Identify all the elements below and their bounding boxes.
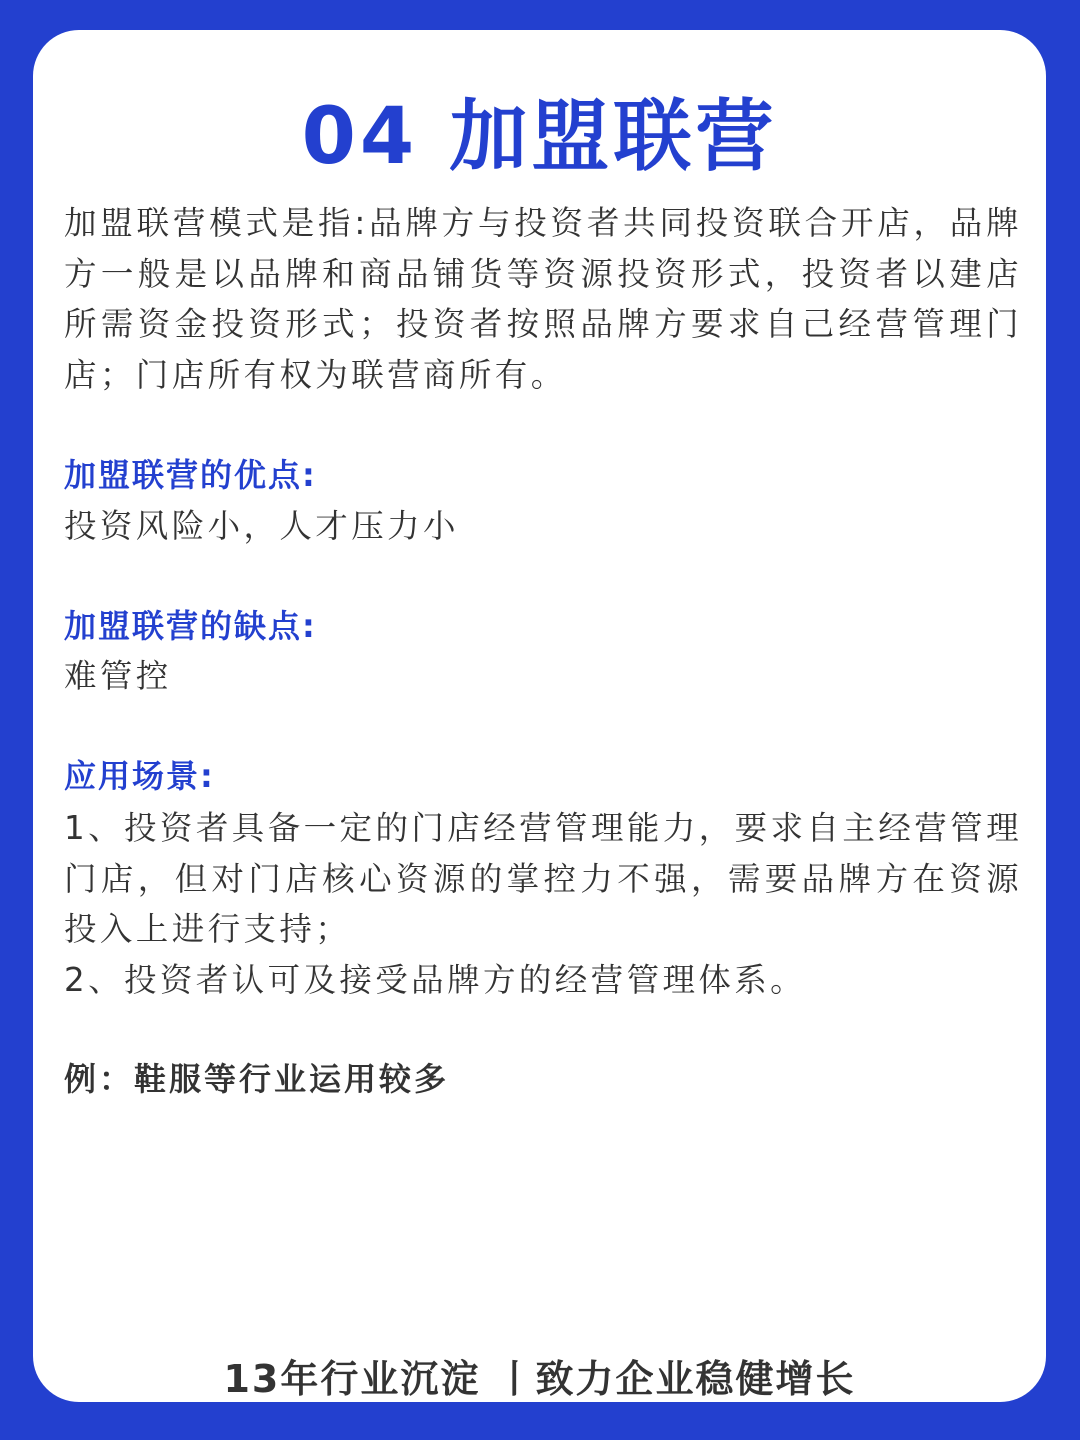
advantages-heading: 加盟联营的优点: <box>64 456 317 494</box>
scenarios-list <box>64 803 1022 1005</box>
page-title: 04 加盟联营 <box>301 92 778 182</box>
disadvantages-heading: 加盟联营的缺点: <box>64 607 317 645</box>
footer-slogan: 13年行业沉淀 丨致力企业稳健增长 <box>223 1357 856 1401</box>
example-text: 例：鞋服等行业运用较多 <box>64 1060 450 1098</box>
list-item: 2、投资者认可及接受品牌方的经营管理体系。 <box>64 960 807 999</box>
scenarios-heading: 应用场景: <box>64 757 215 795</box>
list-item: 1、投资者具备一定的门店经营管理能力，要求自主经营管理门店，但对门店核心资源的掌控力不强，需要品牌方在资源投入上进行支持； <box>64 809 1022 948</box>
intro-paragraph: 加盟联营模式是指:品牌方与投资者共同投资联合开店，品牌方一般是以品牌和商品铺货等资源投资形式，投资者以建店所需资金投资形式；投资者按照品牌方要求自己经营管理门店；门店所有权为联营商所有。 <box>64 204 1022 394</box>
disadvantages-text: 难管控 <box>64 657 172 695</box>
content-card <box>33 30 1046 1402</box>
advantages-text: 投资风险小，人才压力小 <box>64 507 459 545</box>
